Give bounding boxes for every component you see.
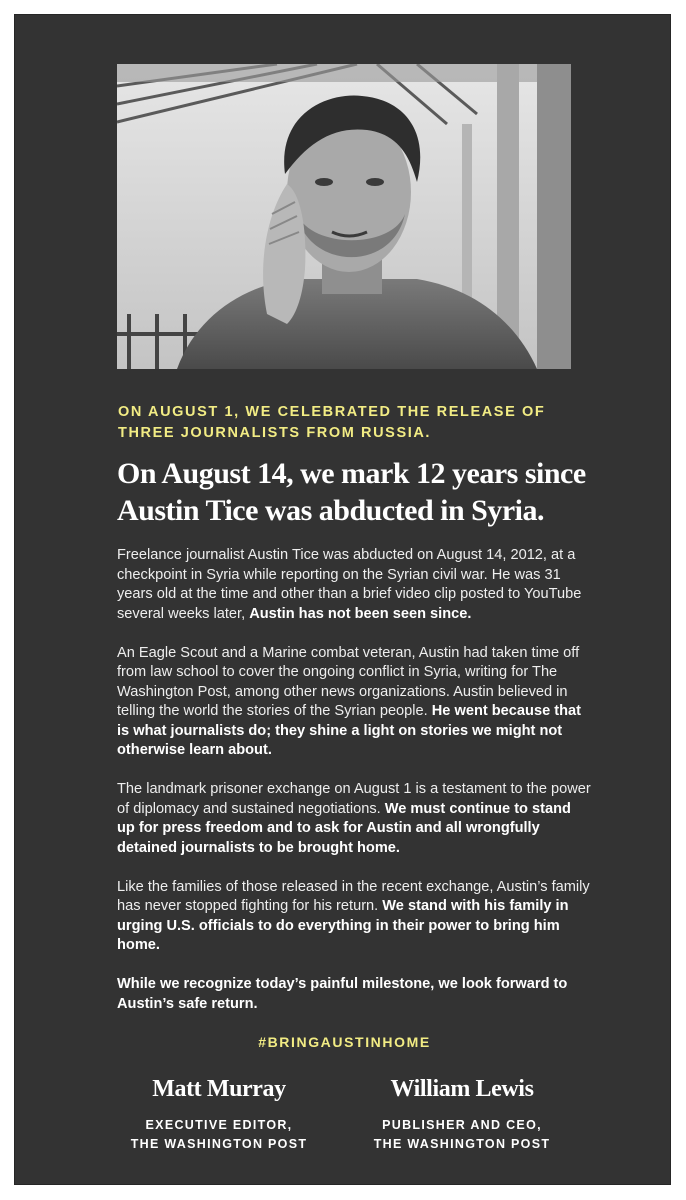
signature-title xyxy=(352,1116,572,1154)
headline-line-2: Austin Tice was abducted in Syria. xyxy=(117,494,544,527)
signature-title-line-1: EXECUTIVE EDITOR, xyxy=(145,1118,293,1132)
kicker xyxy=(118,402,588,444)
paragraph-text: The landmark prisoner exchange on August 1 is a testament to the power of diplomacy and sustained negotiations. xyxy=(117,781,591,817)
signature-title-line-1: PUBLISHER AND CEO, xyxy=(382,1118,542,1132)
signature-name: Matt Murray xyxy=(152,1076,286,1102)
signature-matt-murray xyxy=(109,1074,329,1154)
headline xyxy=(117,455,587,529)
body-text xyxy=(117,546,592,1034)
signature-title-line-2: THE WASHINGTON POST xyxy=(130,1137,308,1151)
signature-name: William Lewis xyxy=(390,1076,534,1102)
paragraph-text: Freelance journalist Austin Tice was abducted on August 14, 2012, at a checkpoint in Syria while reporting on the Syrian civil war. He was 31 years old at the time and other than a brief video clip posted to YouTube several weeks later, xyxy=(117,547,582,622)
paragraph-4 xyxy=(117,878,592,956)
signature-title xyxy=(109,1116,329,1154)
signature-william-lewis xyxy=(352,1074,572,1154)
kicker-line-1: ON AUGUST 1, WE CELEBRATED THE RELEASE OF xyxy=(118,404,546,420)
hashtag: #BRINGAUSTINHOME xyxy=(258,1034,431,1050)
paragraph-bold: We must continue to stand up for press freedom and to ask for Austin and all wrongfully detained journalists to be brought home. xyxy=(117,800,571,856)
paragraph-bold: He went because that is what journalists do; they shine a light on stories we might not otherwise learn about. xyxy=(117,703,581,758)
portrait-illustration xyxy=(117,64,571,369)
paragraph-bold: We stand with his family in urging U.S. officials to do everything in their power to bring him home. xyxy=(117,898,569,953)
signature-title-line-2: THE WASHINGTON POST xyxy=(373,1137,551,1151)
paragraph-3 xyxy=(117,780,592,858)
paragraph-1 xyxy=(117,546,592,624)
paragraph-bold: Austin has not been seen since. xyxy=(249,605,472,622)
paragraph-2 xyxy=(117,644,592,761)
headline-line-1: On August 14, we mark 12 years since xyxy=(117,457,586,490)
paragraph-bold: While we recognize today’s painful milestone, we look forward to Austin’s safe return. xyxy=(117,976,568,1012)
paragraph-text: Like the families of those released in the recent exchange, Austin’s family has never stopped fighting for his return. xyxy=(117,878,590,914)
kicker-line-2: THREE JOURNALISTS FROM RUSSIA. xyxy=(118,425,432,441)
paragraph-text: An Eagle Scout and a Marine combat veteran, Austin had taken time off from law school to cover the ongoing conflict in Syria, writing for The Washington Post, among other news organizations. Austin believed in telling the world the stories of the Syrian people. xyxy=(117,644,580,719)
paragraph-5 xyxy=(117,975,592,1014)
portrait-photo xyxy=(117,64,571,369)
